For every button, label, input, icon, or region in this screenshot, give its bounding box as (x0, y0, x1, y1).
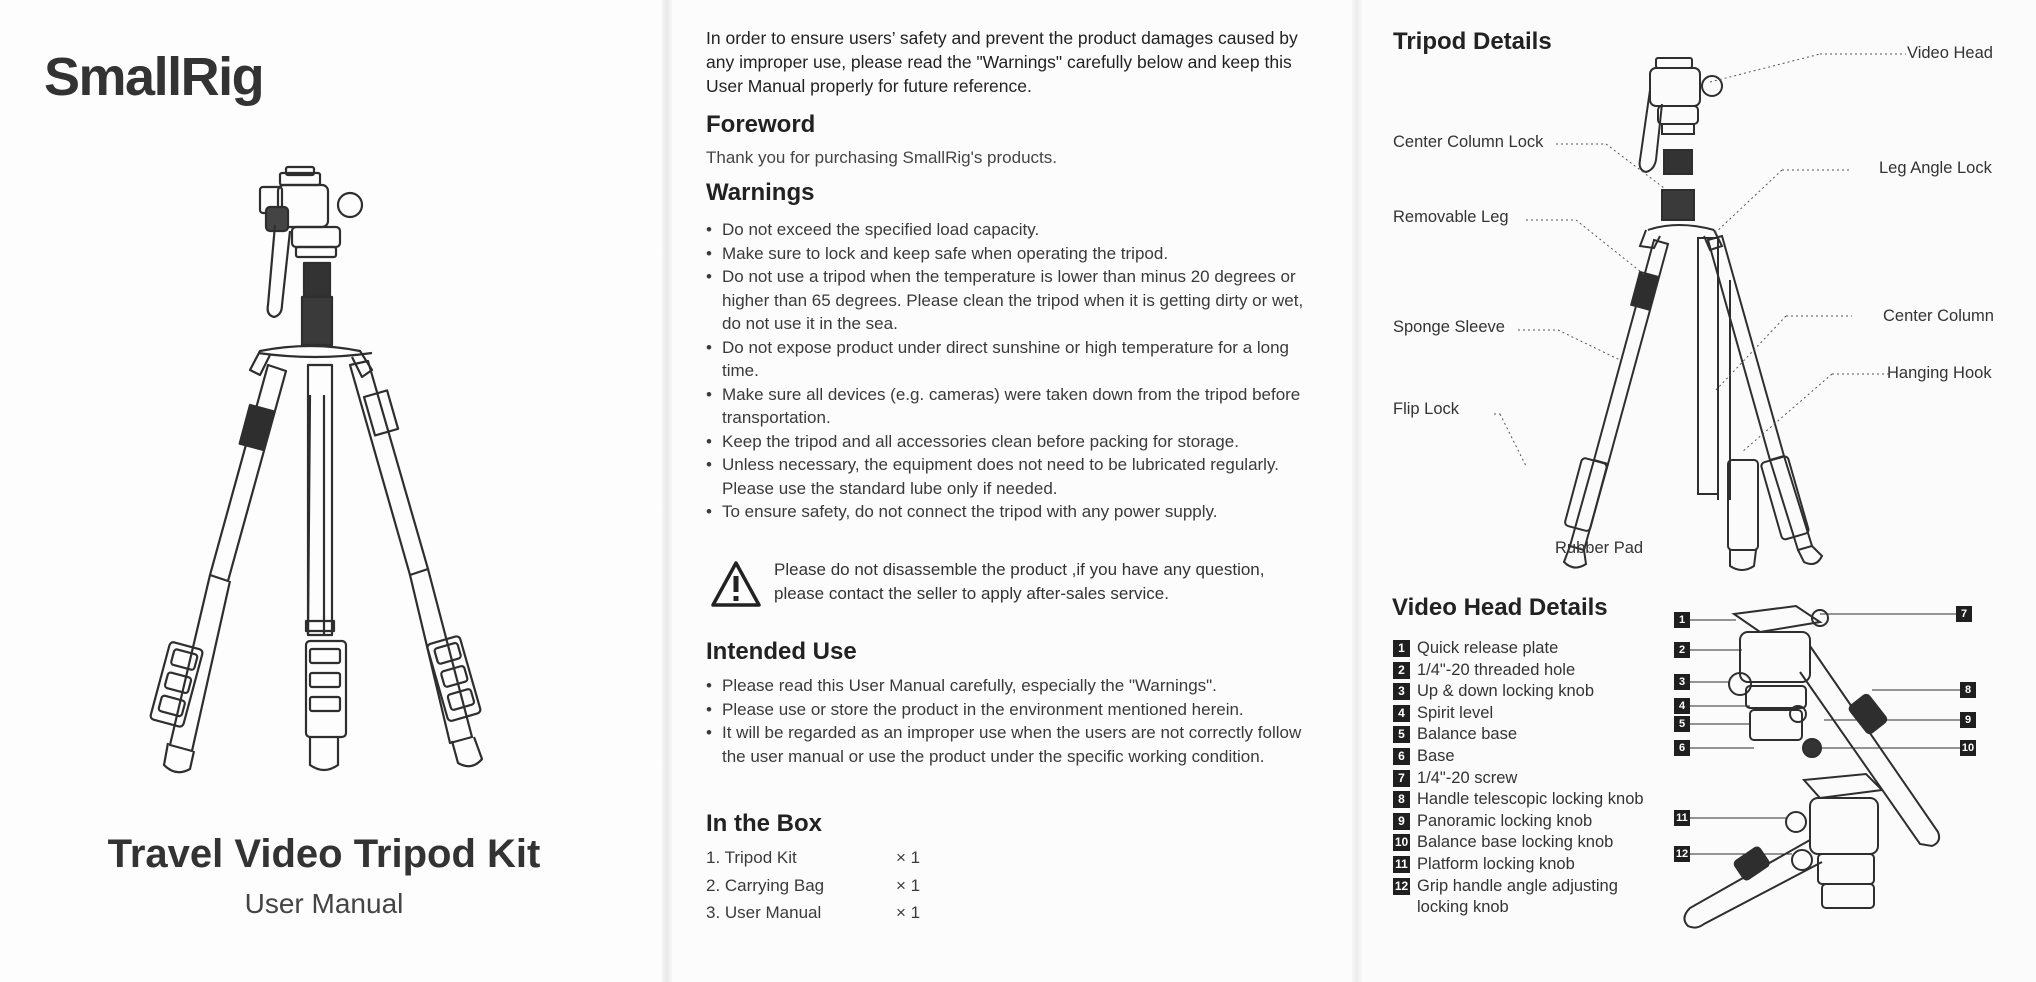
diagram-marker-2: 2 (1674, 642, 1690, 658)
box-item-qty: × 1 (896, 848, 921, 867)
list-item (1393, 811, 1667, 833)
diagram-marker-9: 9 (1960, 712, 1976, 728)
product-subtitle: User Manual (244, 888, 404, 919)
part-number-badge: 9 (1393, 813, 1410, 830)
callout-flip-lock: Flip Lock (1393, 400, 1460, 418)
in-the-box-heading: In the Box (706, 810, 823, 837)
part-label: Balance base (1417, 725, 1517, 744)
part-label: Quick release plate (1417, 639, 1559, 657)
box-item-name: 1. Tripod Kit (706, 848, 797, 867)
diagram-marker-1: 1 (1674, 612, 1690, 628)
warnings-list (706, 218, 1326, 524)
warning-triangle-icon (710, 560, 762, 608)
callout-center-column-lock: Center Column Lock (1393, 133, 1544, 151)
foreword-text: Thank you for purchasing SmallRig's products. (706, 148, 1057, 167)
video-head-diagram (1670, 596, 2000, 941)
part-label: Up & down locking knob (1417, 682, 1595, 701)
warnings-heading: Warnings (706, 179, 815, 206)
list-item (1393, 681, 1667, 703)
list-item (1393, 854, 1667, 876)
list-item (1393, 638, 1667, 660)
list-item: • Do not expose product under direct sunshine or high temperature for a long time. (706, 336, 1326, 383)
diagram-marker-3: 3 (1674, 674, 1690, 690)
list-item: • Do not exceed the specified load capacity. (706, 218, 1326, 242)
part-number-badge: 6 (1393, 748, 1410, 765)
list-item (1393, 789, 1667, 811)
part-number-badge: 5 (1393, 726, 1410, 743)
diagram-marker-10: 10 (1961, 742, 1975, 754)
part-number-badge: 12 (1394, 878, 1409, 893)
part-number-badge: 1 (1393, 640, 1410, 657)
in-the-box-list (706, 844, 1326, 927)
box-item-name: 2. Carrying Bag (706, 875, 825, 895)
callout-hanging-hook: Hanging Hook (1887, 364, 1992, 382)
list-item: • Please read this User Manual carefully, especially the "Warnings". (706, 674, 1326, 698)
intended-use-list (706, 674, 1326, 768)
part-label: Grip handle angle adjusting locking knob (1417, 876, 1618, 917)
callout-video-head: Video Head (1907, 44, 1993, 62)
diagram-marker-8: 8 (1960, 682, 1976, 698)
list-item: • Please use or store the product in the environment mentioned herein. (706, 698, 1326, 722)
callout-sponge-sleeve: Sponge Sleeve (1393, 318, 1505, 336)
part-label: Platform locking knob (1417, 854, 1575, 873)
part-number-badge: 3 (1393, 683, 1410, 700)
list-item: • Do not use a tripod when the temperature is lower than minus 20 degrees or higher than 65 degrees. Please clean the tripod when it is getting dirty or wet, do not use it in the sea. (706, 265, 1326, 336)
part-label: 1/4"-20 threaded hole (1417, 660, 1576, 679)
part-number-badge: 4 (1393, 705, 1410, 722)
callout-rubber-pad: Rubber Pad (1555, 539, 1644, 557)
part-number-badge: 11 (1393, 856, 1410, 873)
list-item (1393, 832, 1667, 854)
list-item (1393, 703, 1667, 725)
part-label: Base (1417, 746, 1455, 765)
product-title: Travel Video Tripod Kit (107, 832, 541, 876)
page-fold (662, 0, 672, 982)
diagram-marker-12: 12 (1675, 848, 1689, 860)
part-label: Spirit level (1417, 703, 1494, 722)
caution-text: Please do not disassemble the product ,if you have any question, please contact the seller to apply after-sales service. (774, 560, 1265, 603)
list-item: • Make sure to lock and keep safe when operating the tripod. (706, 242, 1326, 266)
diagram-marker-5: 5 (1674, 716, 1690, 732)
list-item (1393, 768, 1667, 790)
list-item (706, 872, 1326, 900)
foreword-heading: Foreword (706, 111, 816, 138)
diagram-marker-4: 4 (1674, 698, 1690, 714)
diagram-marker-11: 11 (1674, 810, 1690, 826)
list-item: • To ensure safety, do not connect the tripod with any power supply. (706, 500, 1326, 524)
box-item-name: 3. User Manual (706, 903, 822, 922)
callout-center-column: Center Column (1883, 307, 1994, 325)
callout-removable-leg: Removable Leg (1393, 208, 1509, 226)
part-label: 1/4"-20 screw (1417, 768, 1518, 787)
part-number-badge: 10 (1394, 835, 1409, 850)
list-item (706, 844, 1326, 872)
list-item: • Make sure all devices (e.g. cameras) were taken down from the tripod before transportation. (706, 383, 1326, 430)
callout-leg-angle-lock: Leg Angle Lock (1879, 159, 1992, 177)
list-item (1393, 660, 1667, 682)
list-item: • Unless necessary, the equipment does not need to be lubricated regularly. Please use the standard lube only if needed. (706, 453, 1326, 500)
part-label: Handle telescopic locking knob (1417, 790, 1644, 809)
video-head-parts-list (1393, 638, 1667, 919)
diagram-marker-7: 7 (1956, 606, 1972, 622)
part-number-badge: 7 (1393, 770, 1410, 787)
part-label: Balance base locking knob (1417, 833, 1614, 852)
part-label: Panoramic locking knob (1417, 811, 1593, 830)
brand-logo: SmallRig (44, 47, 264, 107)
list-item (1393, 724, 1667, 746)
list-item (1393, 746, 1667, 768)
box-item-qty: × 1 (896, 903, 921, 922)
part-number-badge: 8 (1393, 791, 1410, 808)
list-item (1393, 876, 1667, 919)
diagram-marker-6: 6 (1674, 740, 1690, 756)
video-head-details-heading: Video Head Details (1392, 594, 1608, 621)
intended-use-heading: Intended Use (706, 638, 857, 665)
tripod-details-heading: Tripod Details (1393, 28, 1552, 55)
intro-paragraph: In order to ensure users’ safety and prevent the product damages caused by any improper use, please read the "Warnings" carefully below and keep this User Manual properly for future reference. (706, 28, 1298, 96)
list-item: • It will be regarded as an improper use when the users are not correctly follow the user manual or use the product under the specific working condition. (706, 721, 1326, 768)
box-item-qty: × 1 (896, 875, 921, 895)
part-number-badge: 2 (1393, 662, 1410, 679)
list-item (706, 899, 1326, 927)
tripod-illustration (110, 165, 540, 785)
list-item: • Keep the tripod and all accessories clean before packing for storage. (706, 430, 1326, 454)
